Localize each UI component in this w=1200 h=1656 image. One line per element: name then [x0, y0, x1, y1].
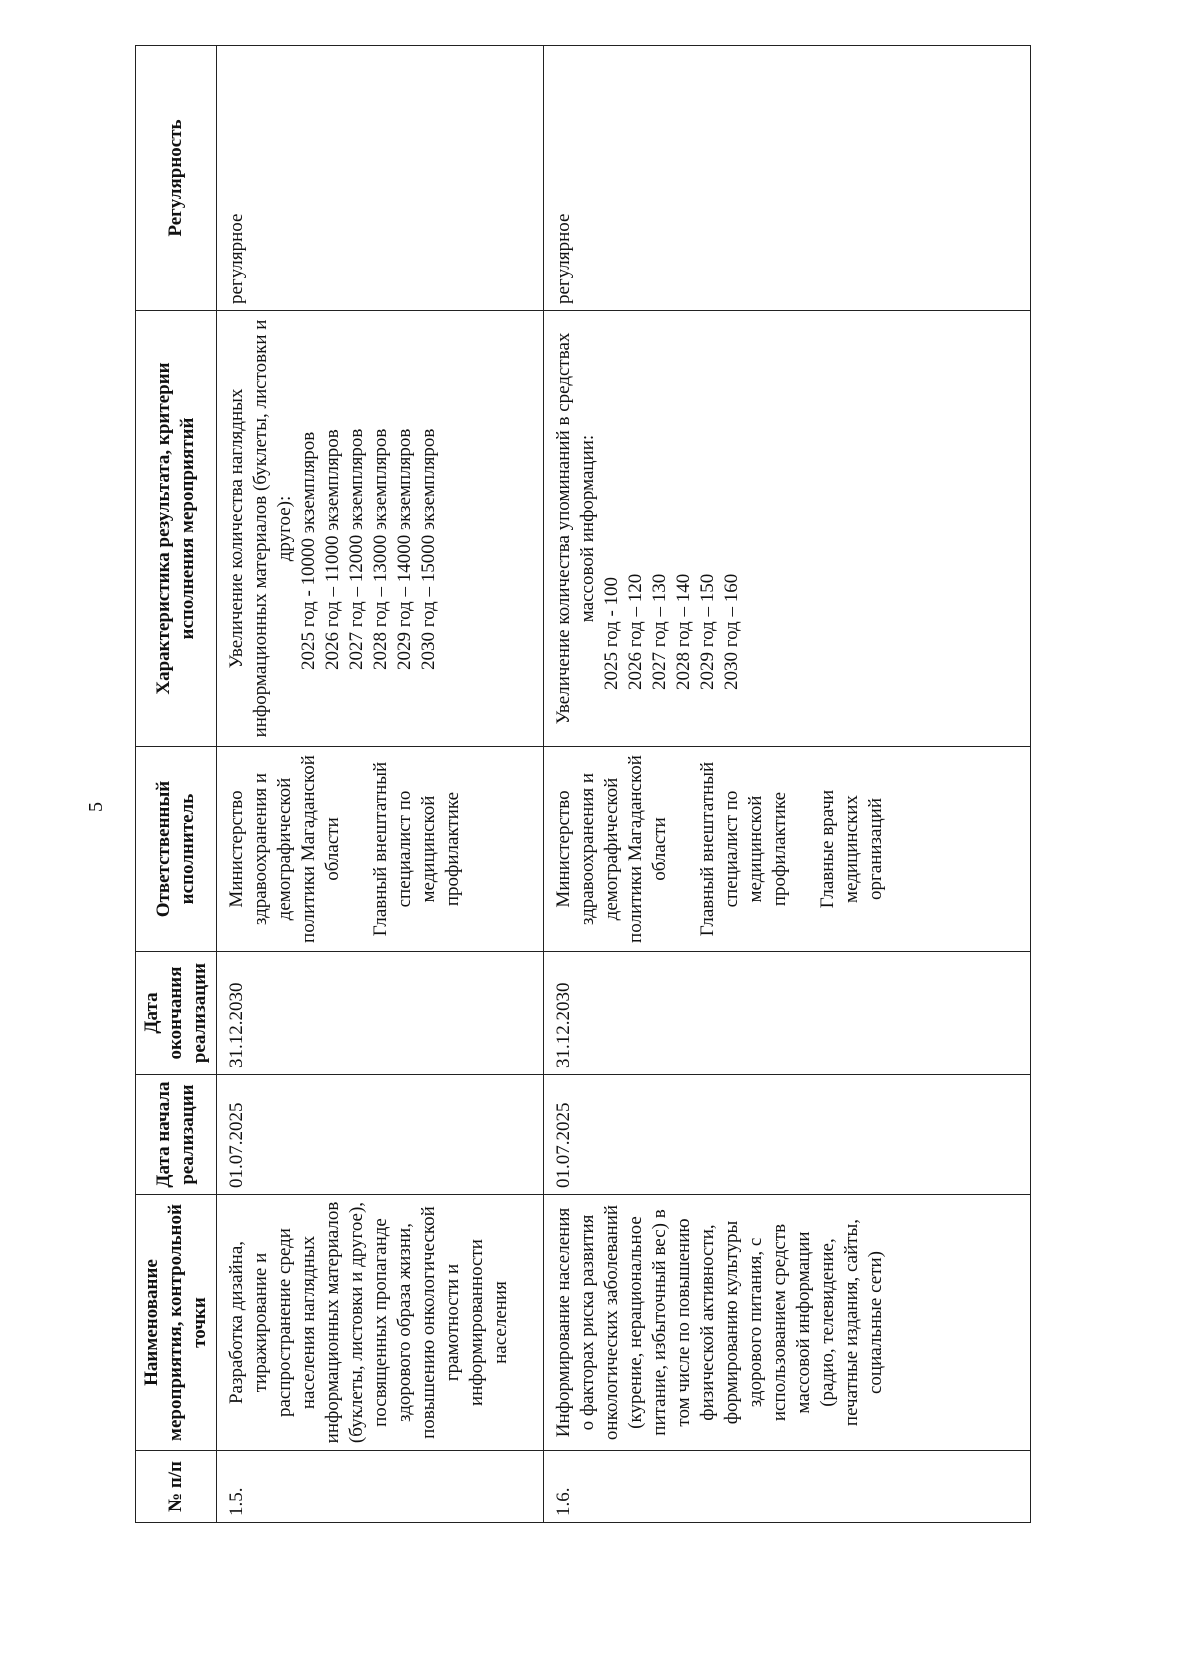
row-num: 1.5.	[217, 1451, 544, 1523]
row-name: Разработка дизайна, тиражирование и распространение среди населения наглядных информационных материалов (буклеты, листовки и другое), посвященных пропаганде здорового образа жизни, повышению онкологической грамотности и информированности населения	[217, 1195, 544, 1451]
characteristic-item: 2030 год – 15000 экземпляров	[418, 428, 439, 670]
responsible-line: Главный внештатный специалист по медицинской профилактике	[370, 761, 463, 937]
characteristic-item: 2025 год - 100	[601, 576, 622, 690]
characteristic-item: 2027 год – 12000 экземпляров	[346, 428, 367, 670]
header-name: Наименование мероприятия, контрольной точки	[136, 1195, 217, 1451]
row-name: Информирование населения о факторах риска развития онкологических заболеваний (курение, нерациональное питание, избыточный вес) в том числе по повышению физической активности, формированию культуры здорового питания, с использованием средств массовой информации (радио, телевидение, печатные издания, сайты, социальные сети)	[544, 1195, 1031, 1451]
header-responsible: Ответственный исполнитель	[136, 747, 217, 952]
row-num: 1.6.	[544, 1451, 1031, 1523]
row-end-date: 31.12.2030	[217, 952, 544, 1075]
responsible-line: Главные врачи медицинских организаций	[817, 789, 886, 909]
row-start-date: 01.07.2025	[544, 1075, 1031, 1195]
characteristic-item: 2029 год – 150	[697, 573, 718, 690]
row-responsible	[544, 747, 1031, 952]
page-number: 5	[85, 802, 107, 812]
responsible-line: Министерство здравоохранения и демографической политики Магаданской области	[553, 755, 670, 943]
table-row	[544, 46, 1031, 1523]
row-regularity: регулярное	[217, 46, 544, 311]
row-start-date: 01.07.2025	[217, 1075, 544, 1195]
responsible-line: Министерство здравоохранения и демографической политики Магаданской области	[226, 755, 343, 943]
row-end-date: 31.12.2030	[544, 952, 1031, 1075]
header-regularity: Регулярность	[136, 46, 217, 311]
characteristic-item: 2025 год - 10000 экземпляров	[298, 431, 319, 670]
characteristic-item: 2028 год – 140	[673, 573, 694, 690]
characteristic-intro: Увеличение количества наглядных информационных материалов (буклеты, листовки и другое):	[226, 319, 295, 738]
row-characteristic	[217, 311, 544, 747]
characteristic-intro: Увеличение количества упоминаний в средствах массовой информации:	[553, 332, 598, 725]
characteristic-item: 2030 год – 160	[721, 573, 742, 690]
header-characteristic: Характеристика результата, критерии исполнения мероприятий	[136, 311, 217, 747]
table-row	[217, 46, 544, 1523]
characteristic-item: 2027 год – 130	[649, 573, 670, 690]
responsible-line: Главный внештатный специалист по медицинской профилактике	[697, 761, 790, 937]
characteristic-item: 2026 год – 11000 экземпляров	[322, 429, 343, 670]
rotated-table-container	[135, 46, 1200, 1523]
header-num: № п/п	[136, 1451, 217, 1523]
characteristic-item: 2028 год – 13000 экземпляров	[370, 428, 391, 670]
measures-table	[135, 45, 1031, 1523]
row-regularity: регулярное	[544, 46, 1031, 311]
characteristic-item: 2026 год – 120	[625, 573, 646, 690]
row-characteristic	[544, 311, 1031, 747]
header-end-date: Дата окончания реализации	[136, 952, 217, 1075]
characteristic-item: 2029 год – 14000 экземпляров	[394, 428, 415, 670]
header-start-date: Дата начала реализации	[136, 1075, 217, 1195]
row-responsible	[217, 747, 544, 952]
table-header-row	[136, 46, 217, 1523]
